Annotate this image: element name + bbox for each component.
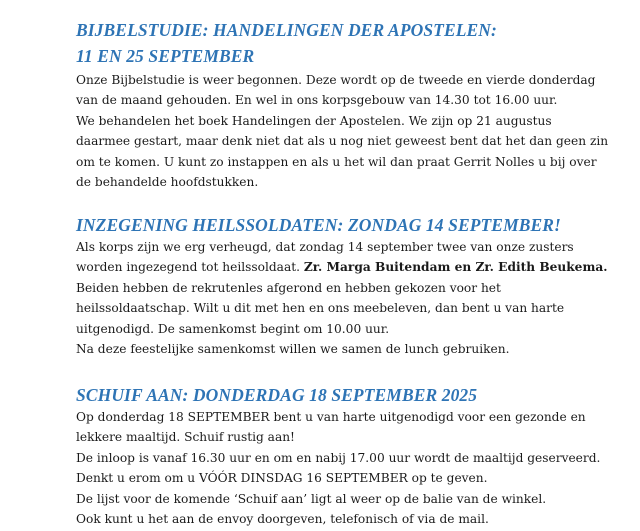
- section-inzegening: [76, 213, 607, 359]
- section-schuif-aan: [76, 383, 600, 529]
- paragraph-line: Beiden hebben de rekrutenles afgerond en hebben gekozen voor het: [76, 280, 501, 295]
- paragraph-line: De inloop is vanaf 16.30 uur en om en nabij 17.00 uur wordt de maaltijd geserveerd.: [76, 450, 601, 465]
- paragraph-line: lekkere maaltijd. Schuif rustig aan!: [76, 430, 295, 445]
- paragraph-line: Onze Bijbelstudie is weer begonnen. Deze wordt op de tweede en vierde donderdag: [76, 73, 596, 87]
- paragraph-line: Als korps zijn we erg verheugd, dat zondag 14 september twee van onze zusters: [76, 240, 574, 254]
- soldier-names: Zr. Marga Buitendam en Zr. Edith Beukema.: [303, 260, 608, 275]
- section-body-bijbelstudie: [76, 70, 608, 192]
- section-body-schuif-aan: [76, 407, 600, 529]
- paragraph-line: Ook kunt u het aan de envoy doorgeven, telefonisch of via de mail.: [76, 512, 489, 527]
- section-heading-inzegening: INZEGENING HEILSSOLDATEN: ZONDAG 14 SEPTEMBER!: [76, 215, 561, 235]
- section-body-inzegening: [76, 237, 607, 359]
- paragraph-line: Na deze feestelijke samenkomst willen we samen de lunch gebruiken.: [76, 342, 510, 357]
- paragraph-line: We behandelen het boek Handelingen der Apostelen. We zijn op 21 augustus: [76, 113, 552, 128]
- paragraph-line: de behandelde hoofdstukken.: [76, 175, 259, 190]
- paragraph-line: om te komen. U kunt zo instappen en als u het wil dan praat Gerrit Nolles u bij over: [76, 154, 597, 169]
- paragraph-line-with-names: [76, 257, 607, 277]
- paragraph-line: heilssoldaatschap. Wilt u dit met hen en ons meebeleven, dan bent u van harte: [76, 301, 565, 316]
- paragraph-line: Denkt u erom om u VÓÓR DINSDAG 16 SEPTEMBER op te geven.: [76, 471, 488, 486]
- section-heading-bijbelstudie: BIJBELSTUDIE: HANDELINGEN DER APOSTELEN:: [76, 20, 497, 40]
- paragraph-line: van de maand gehouden. En wel in ons korpsgebouw van 14.30 tot 16.00 uur.: [76, 93, 558, 108]
- section-heading-schuif-aan: SCHUIF AAN: DONDERDAG 18 SEPTEMBER 2025: [76, 385, 478, 405]
- paragraph-line: uitgenodigd. De samenkomst begint om 10.00 uur.: [76, 321, 390, 336]
- paragraph-line: De lijst voor de komende ‘Schuif aan’ ligt al weer op de balie van de winkel.: [76, 491, 547, 506]
- paragraph-line: Op donderdag 18 SEPTEMBER bent u van harte uitgenodigd voor een gezonde en: [76, 410, 586, 424]
- section-subheading-bijbelstudie-dates: 11 EN 25 SEPTEMBER: [76, 46, 255, 66]
- paragraph-line: daarmee gestart, maar denk niet dat als u nog niet geweest bent dat het dan geen zin: [76, 134, 609, 149]
- section-bijbelstudie: [76, 18, 608, 192]
- paragraph-text: worden ingezegend tot heilssoldaat.: [76, 260, 304, 275]
